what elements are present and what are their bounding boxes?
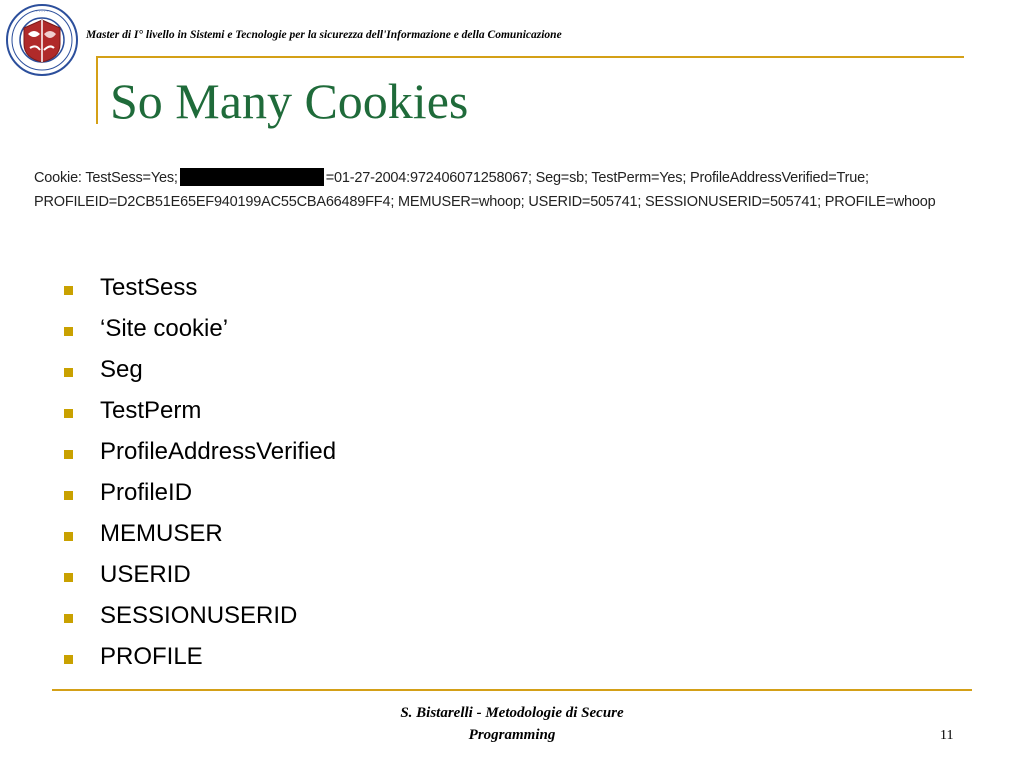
square-bullet-icon	[64, 327, 73, 336]
square-bullet-icon	[64, 491, 73, 500]
list-item: ProfileID	[60, 475, 336, 516]
university-seal-logo	[6, 4, 78, 76]
list-item: USERID	[60, 557, 336, 598]
bullet-list	[60, 270, 336, 680]
header-text: Master di I° livello in Sistemi e Tecnologie per la sicurezza dell'Informazione e della Comunicazione	[86, 29, 562, 41]
slide-title: So Many Cookies	[110, 73, 469, 129]
square-bullet-icon	[64, 573, 73, 582]
square-bullet-icon	[64, 450, 73, 459]
cookie-line-1	[34, 168, 869, 189]
bottom-divider	[52, 689, 972, 691]
cookie-line-2: PROFILEID=D2CB51E65EF940199AC55CBA66489FF4; MEMUSER=whoop; USERID=505741; SESSIONUSERID=505741; PROFILE=whoop	[34, 194, 936, 210]
list-item: Seg	[60, 352, 336, 393]
footer-line-1: S. Bistarelli - Metodologie di Secure	[400, 705, 624, 721]
list-item: TestSess	[60, 270, 336, 311]
cookie-screenshot	[32, 154, 1002, 222]
cookie-line-1-prefix: Cookie: TestSess=Yes;	[34, 170, 178, 186]
list-item: SESSIONUSERID	[60, 598, 336, 639]
footer-author	[340, 702, 684, 746]
footer-line-2: Programming	[468, 727, 556, 743]
list-item: ProfileAddressVerified	[60, 434, 336, 475]
svg-text:· · · · ·: · · · · ·	[36, 9, 48, 14]
list-item: MEMUSER	[60, 516, 336, 557]
list-item: ‘Site cookie’	[60, 311, 336, 352]
page-number: 11	[940, 728, 954, 743]
list-item: PROFILE	[60, 639, 336, 680]
square-bullet-icon	[64, 655, 73, 664]
square-bullet-icon	[64, 614, 73, 623]
square-bullet-icon	[64, 368, 73, 377]
top-divider	[96, 56, 964, 58]
left-divider	[96, 56, 98, 124]
redacted-block	[180, 168, 324, 186]
square-bullet-icon	[64, 532, 73, 541]
cookie-line-1-suffix: =01-27-2004:972406071258067; Seg=sb; TestPerm=Yes; ProfileAddressVerified=True;	[325, 170, 869, 186]
square-bullet-icon	[64, 286, 73, 295]
square-bullet-icon	[64, 409, 73, 418]
list-item: TestPerm	[60, 393, 336, 434]
